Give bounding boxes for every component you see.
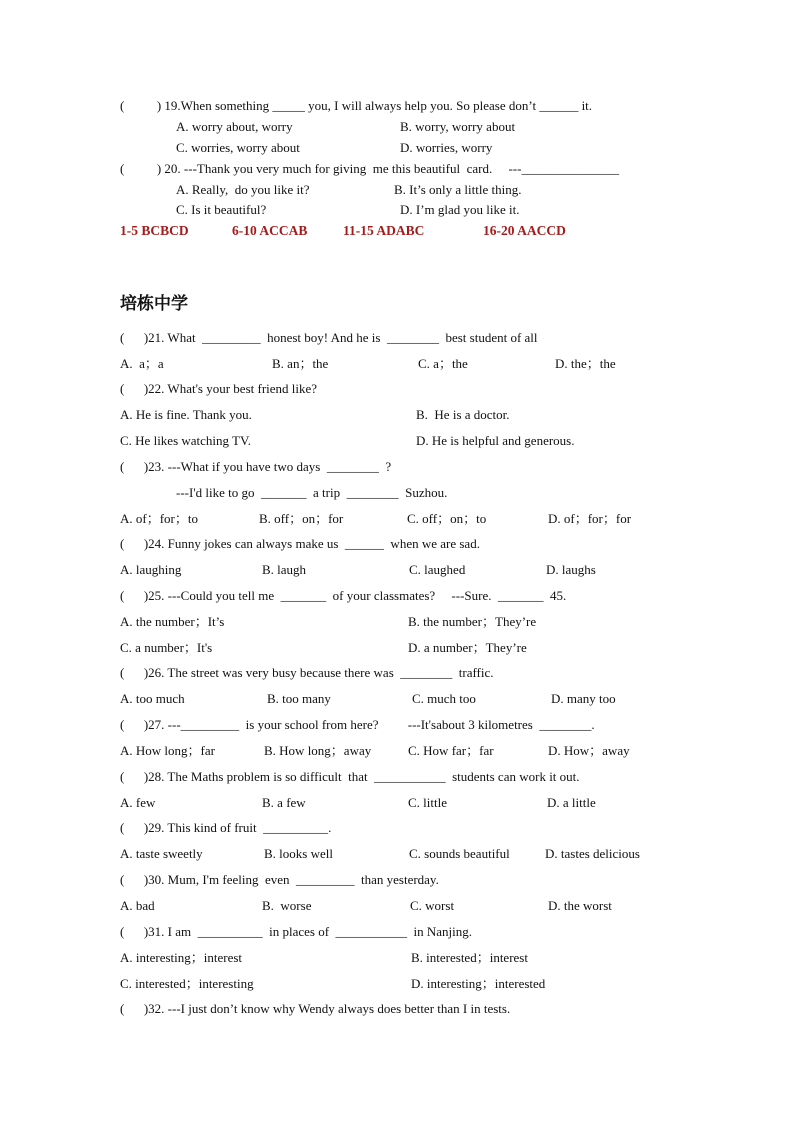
q28-option-c: C. little	[408, 795, 447, 810]
q21-option-d: D. the；the	[555, 356, 616, 371]
question-26: ( )26. The street was very busy because there was ________ traffic.	[120, 665, 494, 680]
question-28: ( )28. The Maths problem is so difficult that ___________ students can work it out.	[120, 769, 580, 784]
q19-option-c: C. worries, worry about	[176, 140, 300, 155]
q26-option-a: A. too much	[120, 691, 185, 706]
q25-option-c: C. a number；It's	[120, 640, 213, 655]
question-27: ( )27. ---_________ is your school from here? ---It'sabout 3 kilometres ________.	[120, 717, 595, 732]
q27-option-c: C. How far；far	[408, 743, 494, 758]
q30-option-a: A. bad	[120, 898, 155, 913]
q27-option-d: D. How；away	[548, 743, 630, 758]
q22-option-c: C. He likes watching TV.	[120, 433, 251, 448]
q29-option-d: D. tastes delicious	[545, 846, 640, 861]
q27-option-a: A. How long；far	[120, 743, 215, 758]
q28-option-b: B. a few	[262, 795, 306, 810]
q19-option-a: A. worry about, worry	[176, 119, 293, 134]
question-22: ( )22. What's your best friend like?	[120, 381, 318, 396]
q31-option-d: D. interesting；interested	[411, 976, 546, 991]
question-24: ( )24. Funny jokes can always make us ______ when we are sad.	[120, 536, 480, 551]
q25-option-b: B. the number；They’re	[408, 614, 537, 629]
question-31: ( )31. I am __________ in places of ___________ in Nanjing.	[120, 924, 473, 939]
q21-option-a: A. a；a	[120, 356, 164, 371]
question-23: ( )23. ---What if you have two days ________ ?	[120, 459, 392, 474]
q31-option-c: C. interested；interesting	[120, 976, 254, 991]
question-30: ( )30. Mum, I'm feeling even _________ than yesterday.	[120, 872, 439, 887]
q23-option-d: D. of；for；for	[548, 511, 632, 526]
q22-option-d: D. He is helpful and generous.	[416, 433, 575, 448]
q25-option-d: D. a number；They’re	[408, 640, 527, 655]
question-32: ( )32. ---I just don’t know why Wendy always does better than I in tests.	[120, 1001, 511, 1016]
q28-option-d: D. a little	[547, 795, 596, 810]
q23-option-b: B. off；on；for	[259, 511, 344, 526]
question-23-reply: ---I'd like to go _______ a trip ________ Suzhou.	[176, 485, 448, 500]
q26-option-d: D. many too	[551, 691, 616, 706]
q22-option-a: A. He is fine. Thank you.	[120, 407, 252, 422]
q25-option-a: A. the number；It’s	[120, 614, 225, 629]
q27-option-b: B. How long；away	[264, 743, 372, 758]
q24-option-c: C. laughed	[409, 562, 466, 577]
question-25: ( )25. ---Could you tell me _______ of your classmates? ---Sure. _______ 45.	[120, 588, 567, 603]
q26-option-c: C. much too	[412, 691, 476, 706]
question-20: ( ) 20. ---Thank you very much for giving me this beautiful card. ---_______________	[120, 161, 619, 176]
q29-option-b: B. looks well	[264, 846, 333, 861]
q22-option-b: B. He is a doctor.	[416, 407, 510, 422]
q28-option-a: A. few	[120, 795, 156, 810]
q21-option-c: C. a；the	[418, 356, 468, 371]
answer-key-16-20: 16-20 AACCD	[483, 223, 566, 238]
q30-option-d: D. the worst	[548, 898, 612, 913]
question-29: ( )29. This kind of fruit __________.	[120, 820, 332, 835]
q24-option-d: D. laughs	[546, 562, 596, 577]
q24-option-b: B. laugh	[262, 562, 307, 577]
answer-key-11-15: 11-15 ADABC	[343, 223, 425, 238]
answer-key-1-5: 1-5 BCBCD	[120, 223, 189, 238]
answer-key-6-10: 6-10 ACCAB	[232, 223, 308, 238]
q26-option-b: B. too many	[267, 691, 331, 706]
q20-option-b: B. It’s only a little thing.	[394, 182, 522, 197]
q20-option-a: A. Really, do you like it?	[176, 182, 310, 197]
section-title: 培栋中学	[120, 294, 188, 314]
q24-option-a: A. laughing	[120, 562, 182, 577]
q20-option-c: C. Is it beautiful?	[176, 202, 267, 217]
q30-option-c: C. worst	[410, 898, 455, 913]
q19-option-d: D. worries, worry	[400, 140, 493, 155]
q20-option-d: D. I’m glad you like it.	[400, 202, 520, 217]
q23-option-a: A. of；for；to	[120, 511, 198, 526]
q29-option-a: A. taste sweetly	[120, 846, 203, 861]
q19-option-b: B. worry, worry about	[400, 119, 516, 134]
q29-option-c: C. sounds beautiful	[409, 846, 510, 861]
question-21: ( )21. What _________ honest boy! And he is ________ best student of all	[120, 330, 538, 345]
q31-option-b: B. interested；interest	[411, 950, 528, 965]
q21-option-b: B. an；the	[272, 356, 329, 371]
question-19: ( ) 19.When something _____ you, I will always help you. So please don’t ______ it.	[120, 98, 593, 113]
q23-option-c: C. off；on；to	[407, 511, 487, 526]
q30-option-b: B. worse	[262, 898, 312, 913]
q31-option-a: A. interesting；interest	[120, 950, 243, 965]
